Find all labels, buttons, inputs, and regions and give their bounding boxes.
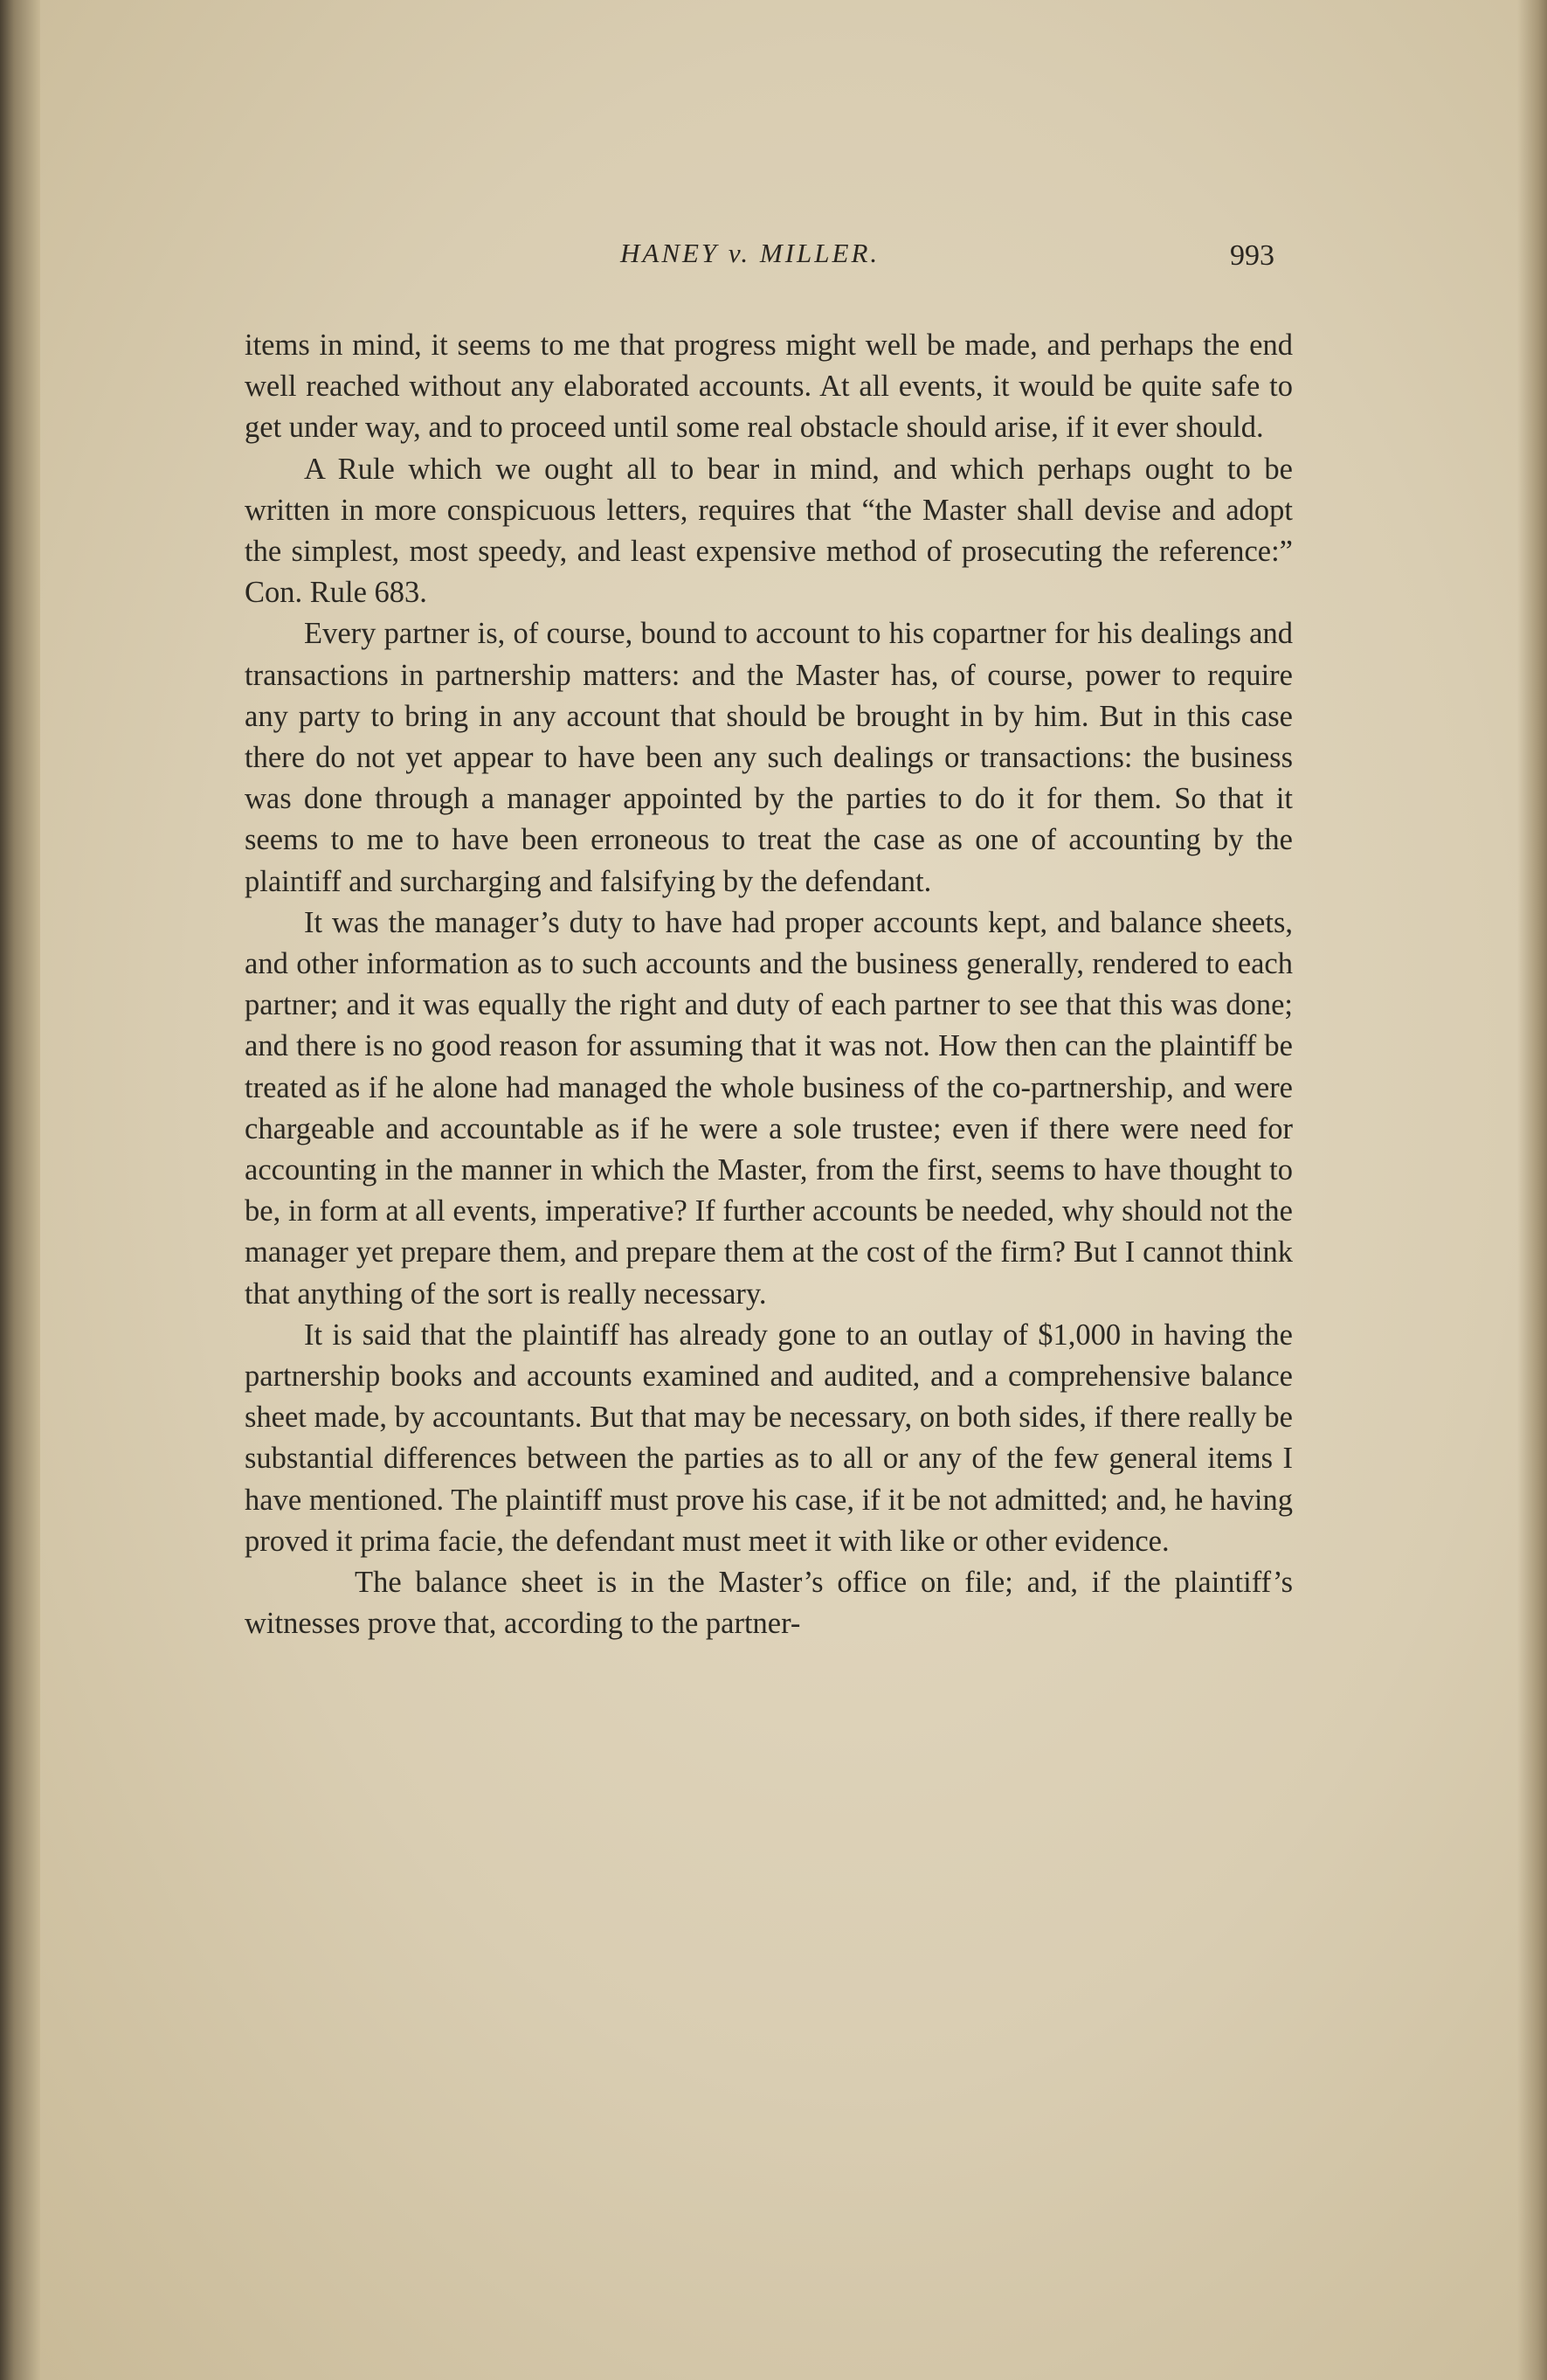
paragraph: The balance sheet is in the Master’s office on file; and, if the plaintiff’s witnesses prove that, according to the partner- (245, 1566, 1293, 1641)
paragraph: A Rule which we ought all to bear in mind, and which perhaps ought to be written in more conspicuous letters, requires that “the Master shall devise and adopt the simplest, most speedy, and least expensive method of prosecuting the reference:” Con. Rule 683. (245, 452, 1293, 610)
binding-gutter (0, 0, 40, 2380)
page-number: 993 (1230, 239, 1274, 272)
paragraph: It was the manager’s duty to have had proper accounts kept, and balance sheets, and other information as to such accounts and the business generally, rendered to each partner; and it was equally the right and duty of each partner to see that this was done; and there is no good reason for assuming that it was not. How then can the plaintiff be treated as if he alone had managed the whole business of the co-partnership, and were chargeable and accountable as if he were a sole trustee; even if there were need for accounting in the manner in which the Master, from the first, seems to have thought to be, in form at all events, imperative? If further accounts be needed, why should not the manager yet prepare them, and prepare them at the cost of the firm? But I cannot think that anything of the sort is really necessary. (245, 905, 1293, 1311)
body-text (245, 325, 1293, 1645)
paragraph: Every partner is, of course, bound to account to his copartner for his dealings and transactions in partnership matters: and the Master has, of course, power to require any party to bring in any account that should be brought in by him. But in this case there do not yet appear to have been any such dealings or transactions: the business was done through a manager appointed by the parties to do it for them. So that it seems to me to have been erroneous to treat the case as one of accounting by the plaintiff and surcharging and falsifying by the defendant. (245, 617, 1293, 898)
page-header (0, 238, 1547, 281)
paragraph: items in mind, it seems to me that progress might well be made, and perhaps the end well reached without any elaborated accounts. At all events, it would be quite safe to get under way, and to proceed until some real obstacle should arise, if it ever should. (245, 329, 1293, 445)
paragraph: It is said that the plaintiff has already gone to an outlay of $1,000 in having the partnership books and accounts examined and audited, and a comprehensive balance sheet made, by accountants. But that may be necessary, on both sides, if there really be substantial differences between the parties as to all or any of the few general items I have mentioned. The plaintiff must prove his case, if it be not admitted; and, he having proved it prima facie, the defendant must meet it with like or other evidence. (245, 1318, 1293, 1558)
page-edge (1517, 0, 1547, 2380)
running-head: HANEY v. MILLER. (620, 238, 881, 268)
